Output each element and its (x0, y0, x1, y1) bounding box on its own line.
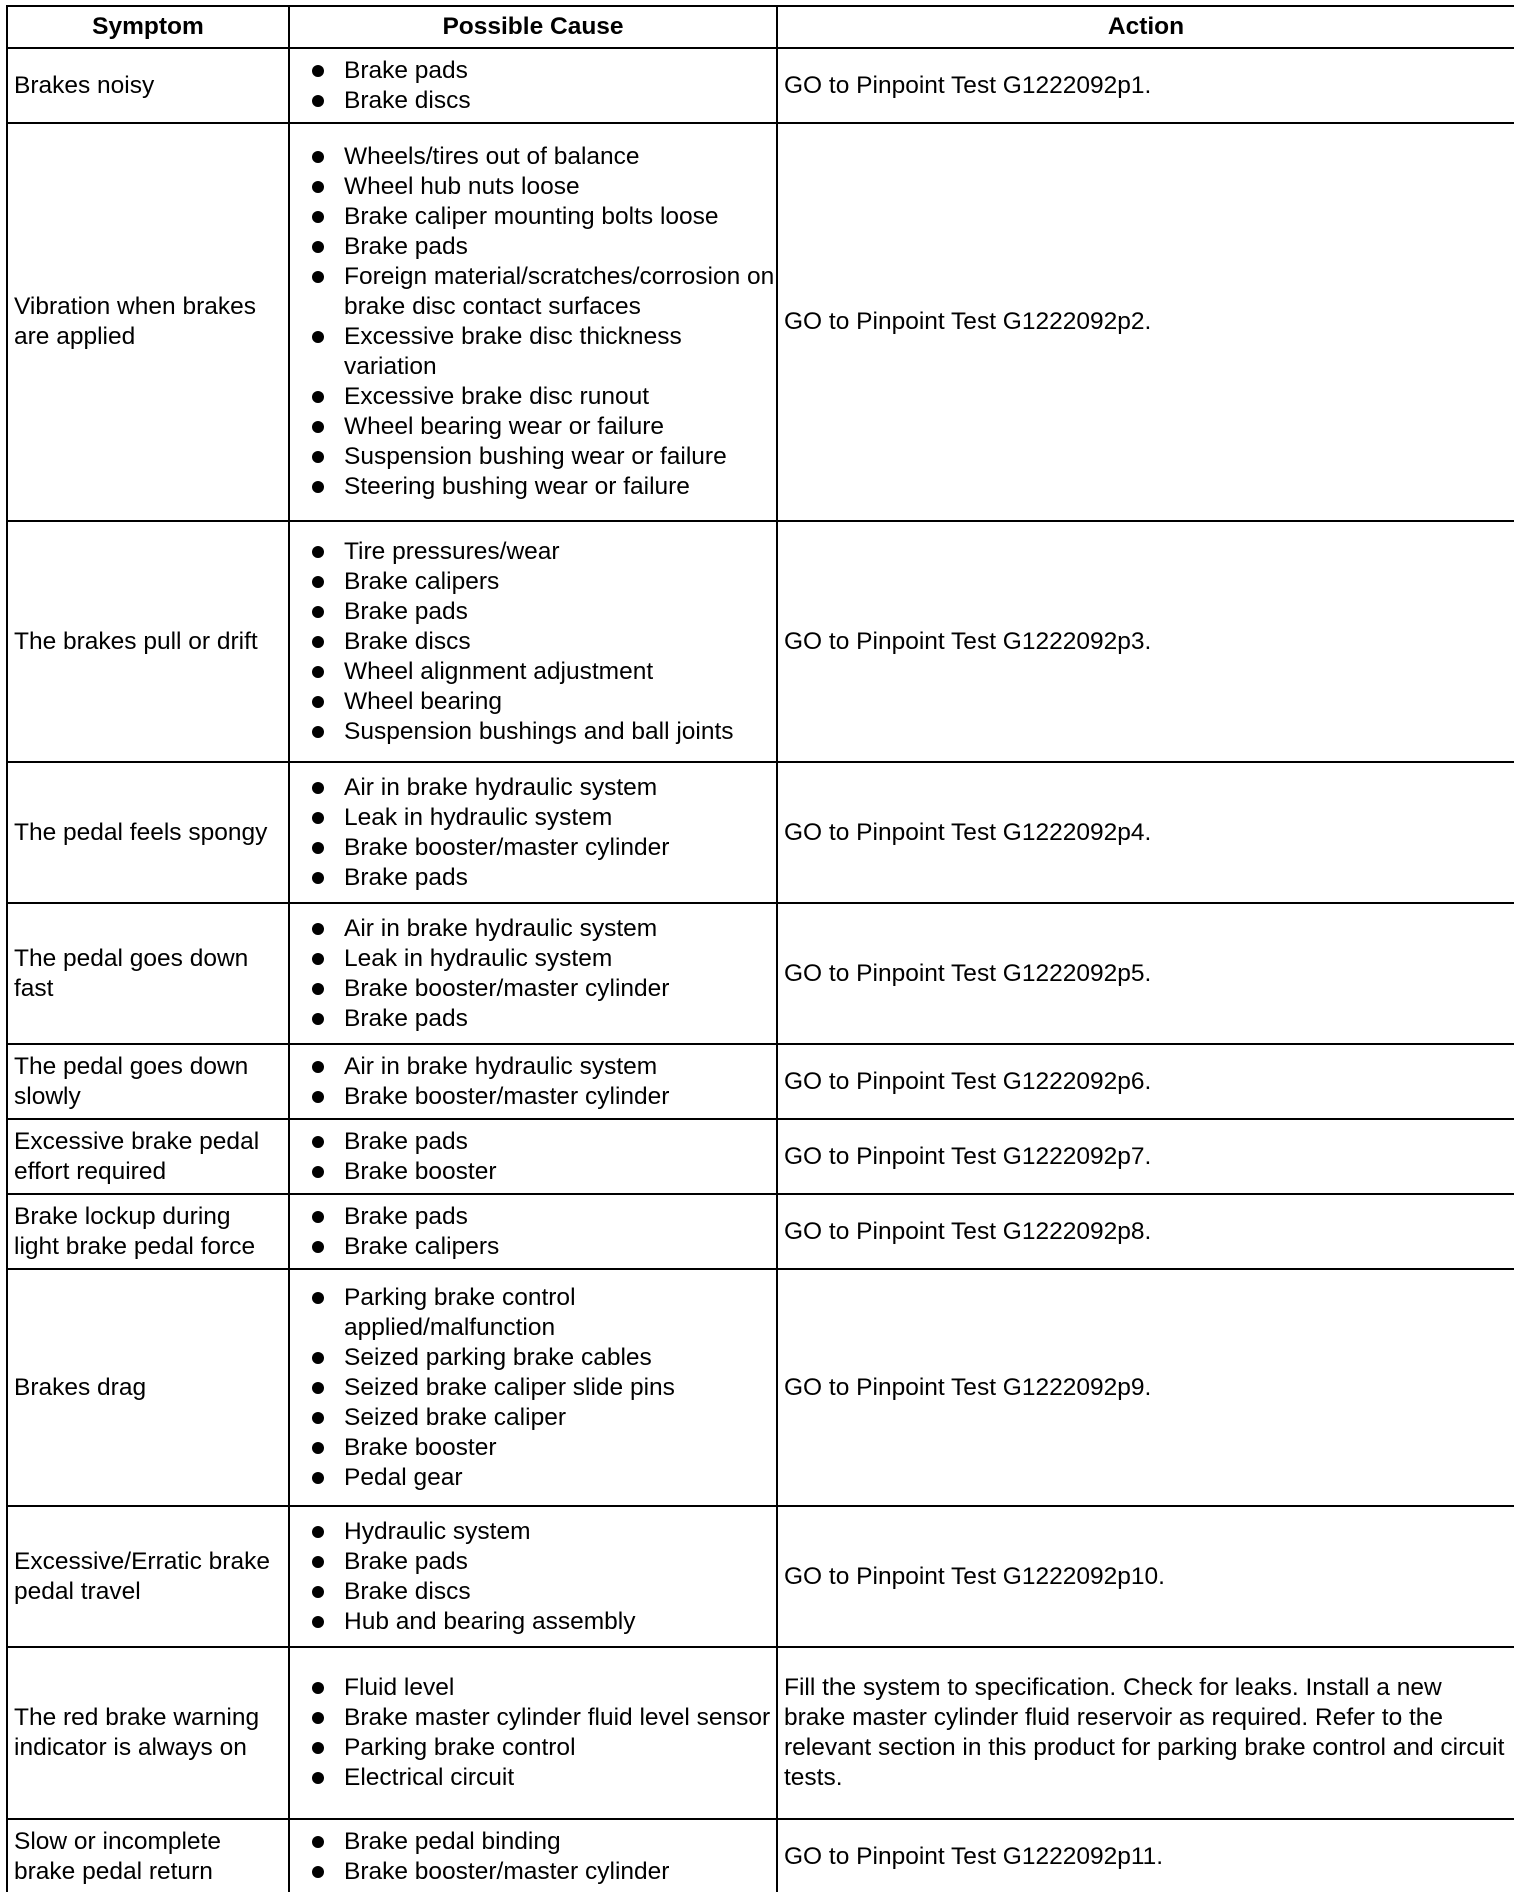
symptom-cell: Excessive brake pedal effort required (7, 1119, 289, 1194)
diagnostic-table (6, 5, 1514, 1892)
table-row (7, 1647, 1514, 1819)
table-row (7, 1194, 1514, 1269)
table-row (7, 762, 1514, 903)
cause-list (312, 1052, 776, 1112)
cause-list-item: Brake calipers (312, 567, 776, 597)
action-cell: Fill the system to specification. Check for leaks. Install a new brake master cylinder fluid reservoir as required. Refer to the relevant section in this product for parking brake control and circuit tests. (777, 1647, 1514, 1819)
cause-list-item: Air in brake hydraulic system (312, 1052, 776, 1082)
table-row (7, 1269, 1514, 1506)
cause-list-item: Brake master cylinder fluid level sensor (312, 1703, 776, 1733)
cause-list-item: Seized parking brake cables (312, 1343, 776, 1373)
table-row (7, 903, 1514, 1044)
cause-list-item: Foreign material/scratches/corrosion on brake disc contact surfaces (312, 262, 776, 322)
symptom-cell: The brakes pull or drift (7, 521, 289, 762)
cause-list-item: Brake pedal binding (312, 1827, 776, 1857)
cause-list-item: Wheels/tires out of balance (312, 142, 776, 172)
cause-list-item: Parking brake control applied/malfunction (312, 1283, 776, 1343)
cause-list-item: Brake discs (312, 1577, 776, 1607)
cause-list-item: Wheel bearing (312, 687, 776, 717)
action-cell: GO to Pinpoint Test G1222092p11. (777, 1819, 1514, 1892)
cause-list-item: Brake pads (312, 232, 776, 262)
action-cell: GO to Pinpoint Test G1222092p5. (777, 903, 1514, 1044)
cause-list-item: Excessive brake disc runout (312, 382, 776, 412)
table-row (7, 521, 1514, 762)
table-row (7, 1119, 1514, 1194)
cause-list-item: Wheel alignment adjustment (312, 657, 776, 687)
header-symptom: Symptom (7, 6, 289, 48)
possible-cause-cell (289, 123, 777, 521)
cause-list-item: Brake pads (312, 1547, 776, 1577)
table-body (7, 48, 1514, 1892)
table-row (7, 123, 1514, 521)
header-possible-cause: Possible Cause (289, 6, 777, 48)
action-cell: GO to Pinpoint Test G1222092p8. (777, 1194, 1514, 1269)
action-cell: GO to Pinpoint Test G1222092p9. (777, 1269, 1514, 1506)
cause-list-item: Brake pads (312, 1004, 776, 1034)
table-row (7, 1819, 1514, 1892)
possible-cause-cell (289, 1819, 777, 1892)
possible-cause-cell (289, 1044, 777, 1119)
cause-list-item: Brake caliper mounting bolts loose (312, 202, 776, 232)
cause-list (312, 1827, 776, 1887)
cause-list-item: Air in brake hydraulic system (312, 773, 776, 803)
cause-list-item: Suspension bushings and ball joints (312, 717, 776, 747)
cause-list-item: Brake booster (312, 1157, 776, 1187)
cause-list-item: Brake pads (312, 597, 776, 627)
header-row (7, 6, 1514, 48)
cause-list-item: Brake discs (312, 627, 776, 657)
cause-list (312, 1673, 776, 1793)
cause-list-item: Fluid level (312, 1673, 776, 1703)
symptom-cell: Brakes drag (7, 1269, 289, 1506)
symptom-cell: The pedal goes down fast (7, 903, 289, 1044)
symptom-cell: The pedal goes down slowly (7, 1044, 289, 1119)
possible-cause-cell (289, 1647, 777, 1819)
cause-list-item: Brake pads (312, 56, 776, 86)
header-action: Action (777, 6, 1514, 48)
symptom-cell: Brake lockup during light brake pedal force (7, 1194, 289, 1269)
cause-list-item: Leak in hydraulic system (312, 944, 776, 974)
action-cell: GO to Pinpoint Test G1222092p4. (777, 762, 1514, 903)
cause-list-item: Pedal gear (312, 1463, 776, 1493)
possible-cause-cell (289, 48, 777, 123)
symptom-cell: Brakes noisy (7, 48, 289, 123)
cause-list-item: Brake booster/master cylinder (312, 974, 776, 1004)
cause-list (312, 773, 776, 893)
cause-list-item: Hub and bearing assembly (312, 1607, 776, 1637)
symptom-cell: Vibration when brakes are applied (7, 123, 289, 521)
cause-list-item: Steering bushing wear or failure (312, 472, 776, 502)
possible-cause-cell (289, 1506, 777, 1647)
table-row (7, 1044, 1514, 1119)
cause-list-item: Brake calipers (312, 1232, 776, 1262)
cause-list-item: Tire pressures/wear (312, 537, 776, 567)
cause-list (312, 1127, 776, 1187)
cause-list-item: Brake pads (312, 1127, 776, 1157)
cause-list (312, 1283, 776, 1493)
action-cell: GO to Pinpoint Test G1222092p6. (777, 1044, 1514, 1119)
cause-list-item: Brake discs (312, 86, 776, 116)
table-row (7, 1506, 1514, 1647)
cause-list-item: Seized brake caliper slide pins (312, 1373, 776, 1403)
possible-cause-cell (289, 1194, 777, 1269)
cause-list-item: Air in brake hydraulic system (312, 914, 776, 944)
cause-list-item: Brake booster/master cylinder (312, 833, 776, 863)
cause-list (312, 537, 776, 747)
symptom-cell: Excessive/Erratic brake pedal travel (7, 1506, 289, 1647)
possible-cause-cell (289, 521, 777, 762)
symptom-chart (6, 5, 1514, 1892)
cause-list-item: Leak in hydraulic system (312, 803, 776, 833)
cause-list-item: Brake booster (312, 1433, 776, 1463)
possible-cause-cell (289, 903, 777, 1044)
symptom-cell: Slow or incomplete brake pedal return (7, 1819, 289, 1892)
action-cell: GO to Pinpoint Test G1222092p3. (777, 521, 1514, 762)
possible-cause-cell (289, 1269, 777, 1506)
symptom-cell: The pedal feels spongy (7, 762, 289, 903)
cause-list-item: Parking brake control (312, 1733, 776, 1763)
cause-list (312, 142, 776, 502)
cause-list (312, 56, 776, 116)
cause-list-item: Wheel hub nuts loose (312, 172, 776, 202)
possible-cause-cell (289, 762, 777, 903)
action-cell: GO to Pinpoint Test G1222092p1. (777, 48, 1514, 123)
cause-list-item: Brake pads (312, 863, 776, 893)
symptom-cell: The red brake warning indicator is always on (7, 1647, 289, 1819)
cause-list (312, 1202, 776, 1262)
cause-list-item: Suspension bushing wear or failure (312, 442, 776, 472)
table-row (7, 48, 1514, 123)
action-cell: GO to Pinpoint Test G1222092p10. (777, 1506, 1514, 1647)
cause-list (312, 914, 776, 1034)
cause-list-item: Brake booster/master cylinder (312, 1857, 776, 1887)
action-cell: GO to Pinpoint Test G1222092p7. (777, 1119, 1514, 1194)
cause-list-item: Brake pads (312, 1202, 776, 1232)
cause-list-item: Brake booster/master cylinder (312, 1082, 776, 1112)
possible-cause-cell (289, 1119, 777, 1194)
cause-list-item: Wheel bearing wear or failure (312, 412, 776, 442)
cause-list-item: Electrical circuit (312, 1763, 776, 1793)
cause-list-item: Hydraulic system (312, 1517, 776, 1547)
action-cell: GO to Pinpoint Test G1222092p2. (777, 123, 1514, 521)
cause-list-item: Excessive brake disc thickness variation (312, 322, 776, 382)
cause-list-item: Seized brake caliper (312, 1403, 776, 1433)
cause-list (312, 1517, 776, 1637)
